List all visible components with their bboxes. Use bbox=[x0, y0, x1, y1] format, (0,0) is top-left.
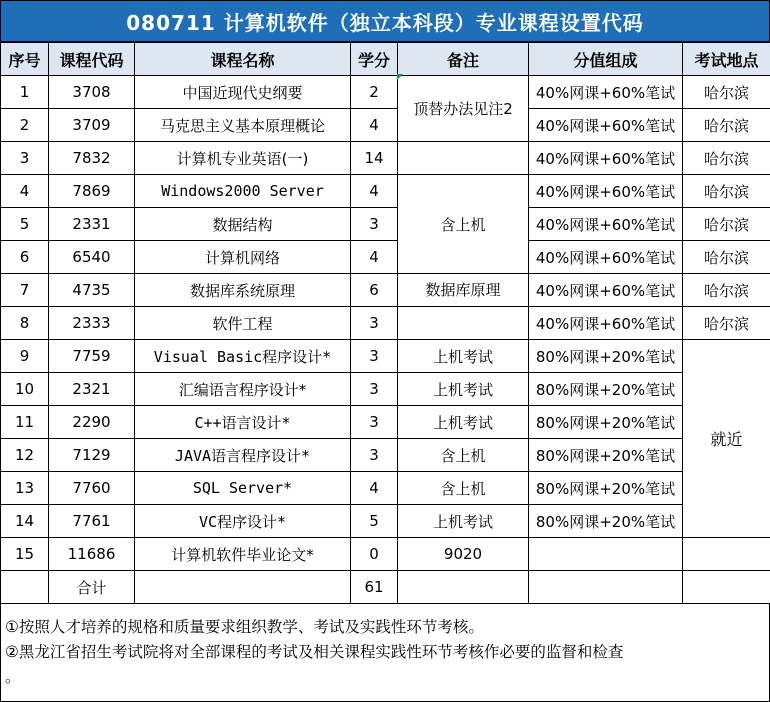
row-location: 就近 bbox=[683, 340, 770, 538]
row-name: VC程序设计* bbox=[135, 505, 351, 538]
row-no: 8 bbox=[1, 307, 49, 340]
row-remark bbox=[398, 142, 529, 175]
row-credit: 5 bbox=[351, 505, 398, 538]
row-credit: 2 bbox=[351, 76, 398, 109]
row-code: 2333 bbox=[49, 307, 135, 340]
table-row bbox=[1, 373, 770, 406]
row-name: 马克思主义基本原理概论 bbox=[135, 109, 351, 142]
header-name: 课程名称 bbox=[135, 43, 351, 76]
row-code: 7832 bbox=[49, 142, 135, 175]
row-credit: 3 bbox=[351, 340, 398, 373]
row-score: 40%网课+60%笔试 bbox=[529, 307, 683, 340]
row-score: 80%网课+20%笔试 bbox=[529, 406, 683, 439]
row-code: 6540 bbox=[49, 241, 135, 274]
total-no bbox=[1, 571, 49, 604]
footnote-1: ①按照人才培养的规格和质量要求组织教学、考试及实践性环节考核。 bbox=[5, 618, 484, 636]
row-remark: 顶替办法见注2 bbox=[398, 76, 529, 142]
row-location: 哈尔滨 bbox=[683, 208, 770, 241]
header-no: 序号 bbox=[1, 43, 49, 76]
row-no: 10 bbox=[1, 373, 49, 406]
total-name bbox=[135, 571, 351, 604]
row-remark: 上机考试 bbox=[398, 505, 529, 538]
row-location: 哈尔滨 bbox=[683, 274, 770, 307]
footnote-2-end: 。 bbox=[5, 668, 21, 686]
row-name: 软件工程 bbox=[135, 307, 351, 340]
row-code: 3709 bbox=[49, 109, 135, 142]
row-score: 80%网课+20%笔试 bbox=[529, 439, 683, 472]
row-remark bbox=[398, 307, 529, 340]
row-no: 12 bbox=[1, 439, 49, 472]
row-remark: 含上机 bbox=[398, 472, 529, 505]
row-score: 40%网课+60%笔试 bbox=[529, 76, 683, 109]
row-no: 7 bbox=[1, 274, 49, 307]
table-row bbox=[1, 208, 770, 241]
row-no: 5 bbox=[1, 208, 49, 241]
row-code: 7761 bbox=[49, 505, 135, 538]
row-location: 哈尔滨 bbox=[683, 109, 770, 142]
table-row bbox=[1, 307, 770, 340]
total-score bbox=[529, 571, 683, 604]
row-no: 15 bbox=[1, 538, 49, 571]
row-code: 7129 bbox=[49, 439, 135, 472]
footnotes bbox=[0, 603, 770, 702]
row-no: 9 bbox=[1, 340, 49, 373]
row-remark: 上机考试 bbox=[398, 373, 529, 406]
row-name: Windows2000 Server bbox=[135, 175, 351, 208]
row-code: 7760 bbox=[49, 472, 135, 505]
table-row bbox=[1, 175, 770, 208]
row-location: 哈尔滨 bbox=[683, 142, 770, 175]
row-remark: 上机考试 bbox=[398, 340, 529, 373]
row-score: 40%网课+60%笔试 bbox=[529, 241, 683, 274]
row-location bbox=[683, 538, 770, 571]
row-code: 11686 bbox=[49, 538, 135, 571]
row-remark: 9020 bbox=[398, 538, 529, 571]
table-row bbox=[1, 505, 770, 538]
row-code: 2321 bbox=[49, 373, 135, 406]
header-score: 分值组成 bbox=[529, 43, 683, 76]
row-no: 3 bbox=[1, 142, 49, 175]
row-name: SQL Server* bbox=[135, 472, 351, 505]
row-score: 40%网课+60%笔试 bbox=[529, 142, 683, 175]
row-score: 80%网课+20%笔试 bbox=[529, 505, 683, 538]
row-score: 40%网课+60%笔试 bbox=[529, 109, 683, 142]
row-score: 40%网课+60%笔试 bbox=[529, 208, 683, 241]
row-credit: 3 bbox=[351, 439, 398, 472]
header-row bbox=[1, 43, 770, 76]
row-remark: 上机考试 bbox=[398, 406, 529, 439]
row-no: 4 bbox=[1, 175, 49, 208]
header-location: 考试地点 bbox=[683, 43, 770, 76]
row-credit: 14 bbox=[351, 142, 398, 175]
row-name: 中国近现代史纲要 bbox=[135, 76, 351, 109]
header-code: 课程代码 bbox=[49, 43, 135, 76]
row-credit: 3 bbox=[351, 307, 398, 340]
course-table bbox=[0, 42, 770, 604]
row-credit: 4 bbox=[351, 175, 398, 208]
table-row bbox=[1, 472, 770, 505]
total-remark bbox=[398, 571, 529, 604]
row-no: 2 bbox=[1, 109, 49, 142]
row-name: 计算机网络 bbox=[135, 241, 351, 274]
row-code: 3708 bbox=[49, 76, 135, 109]
row-name: C++语言设计* bbox=[135, 406, 351, 439]
row-credit: 3 bbox=[351, 208, 398, 241]
table-row bbox=[1, 538, 770, 571]
header-credit: 学分 bbox=[351, 43, 398, 76]
row-no: 14 bbox=[1, 505, 49, 538]
table-row bbox=[1, 406, 770, 439]
row-name: 计算机软件毕业论文* bbox=[135, 538, 351, 571]
table-row bbox=[1, 439, 770, 472]
row-remark: 数据库原理 bbox=[398, 274, 529, 307]
row-location: 哈尔滨 bbox=[683, 241, 770, 274]
total-row bbox=[1, 571, 770, 604]
table-row bbox=[1, 241, 770, 274]
row-score: 40%网课+60%笔试 bbox=[529, 175, 683, 208]
row-name: 计算机专业英语(一) bbox=[135, 142, 351, 175]
row-score: 80%网课+20%笔试 bbox=[529, 340, 683, 373]
table-row bbox=[1, 109, 770, 142]
row-code: 2331 bbox=[49, 208, 135, 241]
footnote-2: ②黑龙江省招生考试院将对全部课程的考试及相关课程实践性环节考核作必要的监督和检查 bbox=[5, 643, 624, 661]
row-credit: 4 bbox=[351, 241, 398, 274]
cell-comment-marker bbox=[397, 74, 403, 80]
row-credit: 3 bbox=[351, 406, 398, 439]
row-score bbox=[529, 538, 683, 571]
page-title: 080711 计算机软件（独立本科段）专业课程设置代码 bbox=[0, 0, 770, 42]
row-credit: 0 bbox=[351, 538, 398, 571]
row-score: 40%网课+60%笔试 bbox=[529, 274, 683, 307]
row-no: 6 bbox=[1, 241, 49, 274]
row-code: 4735 bbox=[49, 274, 135, 307]
row-location: 哈尔滨 bbox=[683, 175, 770, 208]
row-name: JAVA语言程序设计* bbox=[135, 439, 351, 472]
table-row bbox=[1, 142, 770, 175]
row-credit: 4 bbox=[351, 472, 398, 505]
row-code: 7869 bbox=[49, 175, 135, 208]
row-no: 1 bbox=[1, 76, 49, 109]
row-remark: 含上机 bbox=[398, 175, 529, 274]
row-location: 哈尔滨 bbox=[683, 307, 770, 340]
row-name: 汇编语言程序设计* bbox=[135, 373, 351, 406]
row-score: 80%网课+20%笔试 bbox=[529, 472, 683, 505]
row-score: 80%网课+20%笔试 bbox=[529, 373, 683, 406]
row-name: Visual Basic程序设计* bbox=[135, 340, 351, 373]
row-name: 数据结构 bbox=[135, 208, 351, 241]
row-no: 13 bbox=[1, 472, 49, 505]
total-location bbox=[683, 571, 770, 604]
row-no: 11 bbox=[1, 406, 49, 439]
row-credit: 4 bbox=[351, 109, 398, 142]
table-row bbox=[1, 274, 770, 307]
row-credit: 3 bbox=[351, 373, 398, 406]
total-label: 合计 bbox=[49, 571, 135, 604]
row-location: 哈尔滨 bbox=[683, 76, 770, 109]
row-credit: 6 bbox=[351, 274, 398, 307]
row-name: 数据库系统原理 bbox=[135, 274, 351, 307]
row-code: 7759 bbox=[49, 340, 135, 373]
table-row bbox=[1, 76, 770, 109]
table-row bbox=[1, 340, 770, 373]
row-code: 2290 bbox=[49, 406, 135, 439]
total-credit: 61 bbox=[351, 571, 398, 604]
header-remark: 备注 bbox=[398, 43, 529, 76]
row-remark: 含上机 bbox=[398, 439, 529, 472]
